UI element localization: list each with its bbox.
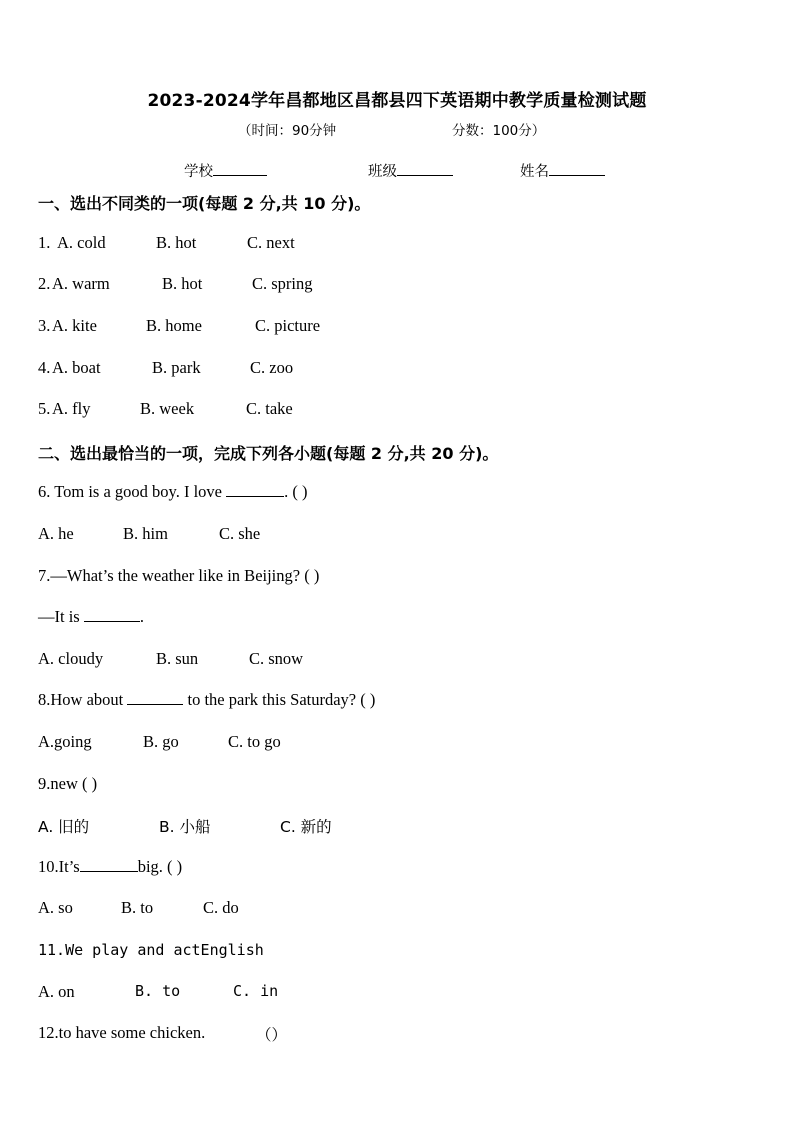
q3-option-c: C. picture [255, 316, 321, 335]
q12-stem-text: 12.to have some chicken. [38, 1023, 206, 1042]
q11-option-c: C. in [233, 982, 279, 1000]
q11-option-b: B. to [135, 982, 181, 1000]
question-10-stem [38, 857, 182, 877]
q11-option-a: A. on [38, 982, 75, 1001]
q3-option-a: A. kite [52, 316, 97, 335]
section2-heading: 二、选出最恰当的一项，完成下列各小题(每题 2 分,共 20 分)。 [38, 444, 499, 463]
q8-option-c: C. to go [228, 732, 281, 751]
q7-option-c: C. snow [249, 649, 304, 668]
q7-answer-blank [84, 607, 140, 622]
q8-option-b: B. go [143, 732, 179, 751]
school-blank [213, 161, 267, 176]
q6-option-a: A. he [38, 524, 74, 543]
q5-option-a: A. fly [52, 399, 91, 418]
q1-number: 1. [38, 233, 51, 252]
question-9-stem: 9.new ( ) [38, 774, 98, 793]
q3-number: 3. [38, 316, 51, 335]
q3-option-b: B. home [146, 316, 202, 335]
q8-option-a: A.going [38, 732, 92, 751]
q5-option-c: C. take [246, 399, 293, 418]
question-6-stem [38, 482, 308, 502]
q6-answer-blank [226, 482, 284, 497]
q7-reply-end: . [139, 607, 144, 626]
q2-number: 2. [38, 274, 51, 293]
q7-option-a: A. cloudy [38, 649, 104, 668]
q10-option-a: A. so [38, 898, 73, 917]
name-blank [549, 161, 605, 176]
q9-option-b: B. 小船 [159, 818, 211, 836]
section1-heading: 一、选出不同类的一项(每题 2 分,共 10 分)。 [38, 194, 371, 213]
question-7-stem: 7.—What’s the weather like in Beijing? ( ) [38, 566, 320, 585]
name-field [520, 160, 605, 181]
q4-option-c: C. zoo [250, 358, 294, 377]
question-11-stem: 11.We play and actEnglish [38, 941, 264, 959]
q10-option-b: B. to [121, 898, 154, 917]
school-field [184, 160, 267, 181]
school-label: 学校 [184, 164, 213, 180]
q2-option-b: B. hot [162, 274, 203, 293]
q4-number: 4. [38, 358, 51, 377]
q10-answer-blank [80, 857, 138, 872]
question-12-stem [38, 1023, 288, 1044]
q2-option-a: A. warm [52, 274, 110, 293]
class-blank [397, 161, 453, 176]
q5-number: 5. [38, 399, 51, 418]
q1-option-c: C. next [247, 233, 295, 252]
q2-option-c: C. spring [252, 274, 313, 293]
class-field [368, 160, 453, 181]
q10-option-c: C. do [203, 898, 239, 917]
q9-option-a: A. 旧的 [38, 818, 90, 836]
question-7-reply [38, 607, 144, 627]
q10-stem-start: 10.It’s [38, 857, 80, 876]
exam-time: （时间：90分钟 [238, 123, 337, 139]
class-label: 班级 [368, 164, 397, 180]
q7-reply-start: —It is [38, 607, 80, 626]
q7-option-b: B. sun [156, 649, 199, 668]
exam-title: 2023-2024学年昌都地区昌都县四下英语期中教学质量检测试题 [147, 91, 647, 111]
q8-stem-start: 8.How about [38, 690, 124, 709]
q8-stem-end: to the park this Saturday? ( ) [187, 690, 376, 709]
q12-answer-paren: （） [256, 1026, 288, 1044]
q4-option-a: A. boat [52, 358, 101, 377]
name-label: 姓名 [520, 164, 549, 180]
q4-option-b: B. park [152, 358, 201, 377]
q6-stem-end: . ( ) [284, 482, 308, 501]
q10-stem-end: big. ( ) [137, 857, 183, 876]
q1-option-a: A. cold [57, 233, 106, 252]
question-8-stem [38, 690, 375, 710]
q6-stem-start: 6. Tom is a good boy. I love [38, 482, 222, 501]
q6-option-b: B. him [123, 524, 168, 543]
q5-option-b: B. week [140, 399, 195, 418]
q1-option-b: B. hot [156, 233, 197, 252]
exam-score: 分数：100分） [452, 123, 546, 139]
q6-option-c: C. she [219, 524, 261, 543]
q9-option-c: C. 新的 [280, 818, 332, 836]
q8-answer-blank [127, 690, 183, 705]
